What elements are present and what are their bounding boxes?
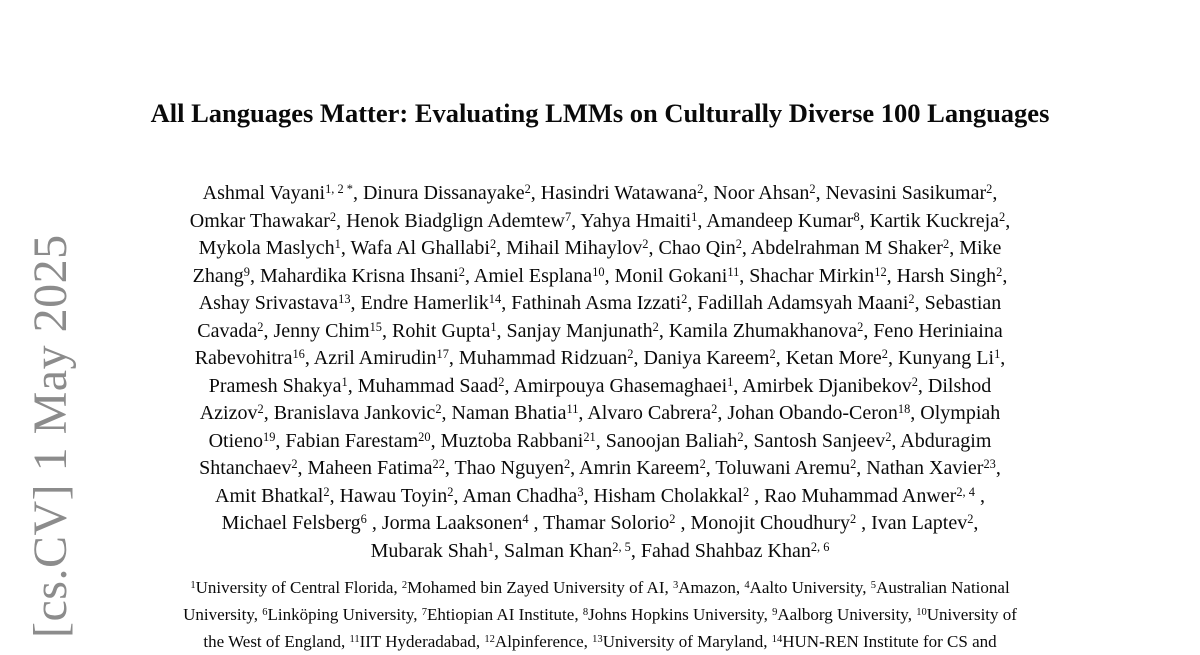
author-line: Amit Bhatkal$^2$, Hawau Toyin$^2$, Aman Chadha$^3$, Hisham Cholakkal$^2$ , Rao Muhammad Anwer$^{2, 4}$ , [215,484,985,507]
affiliation-line: University, $^6$Linköping University, $^7$Ehtiopian AI Institute, $^8$Johns Hopkins University, $^9$Aalborg University, $^{10}$University of [183,605,1017,624]
author-line: Omkar Thawakar$^2$, Henok Biadglign Ademtew$^7$, Yahya Hmaiti$^1$, Amandeep Kumar$^8$, Kartik Kuckreja$^2$, [189,209,1011,232]
author-line: Otieno$^{19}$, Fabian Farestam$^{20}$, Muztoba Rabbani$^{21}$, Sanoojan Baliah$^2$, Santosh Sanjeev$^2$, Abduragim [208,429,992,452]
affiliation-line: $^1$University of Central Florida, $^2$Mohamed bin Zayed University of AI, $^3$Amazon, $^4$Aalto University, $^5$Australian National [190,578,1010,597]
author-line: Cavada$^2$, Jenny Chim$^{15}$, Rohit Gupta$^1$, Sanjay Manjunath$^2$, Kamila Zhumakhanova$^2$, Feno Heriniaina [197,319,1003,342]
author-line: Zhang$^9$, Mahardika Krisna Ihsani$^2$, Amiel Esplana$^{10}$, Monil Gokani$^{11}$, Shachar Mirkin$^{12}$, Harsh Singh$^2$, [192,264,1008,287]
author-line: Mykola Maslych$^1$, Wafa Al Ghallabi$^2$, Mihail Mihaylov$^2$, Chao Qin$^2$, Abdelrahman M Shaker$^2$, Mike [198,237,1002,259]
author-line: Mubarak Shah$^1$, Salman Khan$^{2, 5}$, Fahad Shahbaz Khan$^{2, 6}$ [370,539,830,562]
author-line: Rabevohitra$^{16}$, Azril Amirudin$^{17}$, Muhammad Ridzuan$^2$, Daniya Kareem$^2$, Ketan More$^2$, Kunyang Li$^1$, [194,347,1006,369]
paper-title: All Languages Matter: Evaluating LMMs on Culturally Diverse 100 Languages [150,98,1050,128]
arxiv-sidebar-stamp: [cs.CV] 1 May 2025 [24,234,77,638]
author-block [0,180,1200,565]
author-line: Michael Felsberg$^6$ , Jorma Laaksonen$^4$ , Thamar Solorio$^2$ , Monojit Choudhury$^2$ , Ivan Laptev$^2$, [221,512,979,534]
author-line: Azizov$^2$, Branislava Jankovic$^2$, Naman Bhatia$^{11}$, Alvaro Cabrera$^2$, Johan Obando-Ceron$^{18}$, Olympiah [199,402,1001,424]
affiliation-line: the West of England, $^{11}$IIT Hyderadabad, $^{12}$Alpinference, $^{13}$University of Maryland, $^{14}$HUN-REN Institute for CS and [203,632,997,651]
affiliation-block [0,574,1200,655]
author-line: Ashay Srivastava$^{13}$, Endre Hamerlik$^{14}$, Fathinah Asma Izzati$^2$, Fadillah Adamsyah Maani$^2$, Sebastian [198,292,1002,314]
author-line: Pramesh Shakya$^1$, Muhammad Saad$^2$, Amirpouya Ghasemaghaei$^1$, Amirbek Djanibekov$^2$, Dilshod [208,374,992,397]
author-line: Shtanchaev$^2$, Maheen Fatima$^{22}$, Thao Nguyen$^2$, Amrin Kareem$^2$, Toluwani Aremu$^2$, Nathan Xavier$^{23}$, [199,457,1001,479]
author-line: Ashmal Vayani$^{1, 2 *}$, Dinura Dissanayake$^2$, Hasindri Watawana$^2$, Noor Ahsan$^2$, Nevasini Sasikumar$^2$, [202,182,998,204]
